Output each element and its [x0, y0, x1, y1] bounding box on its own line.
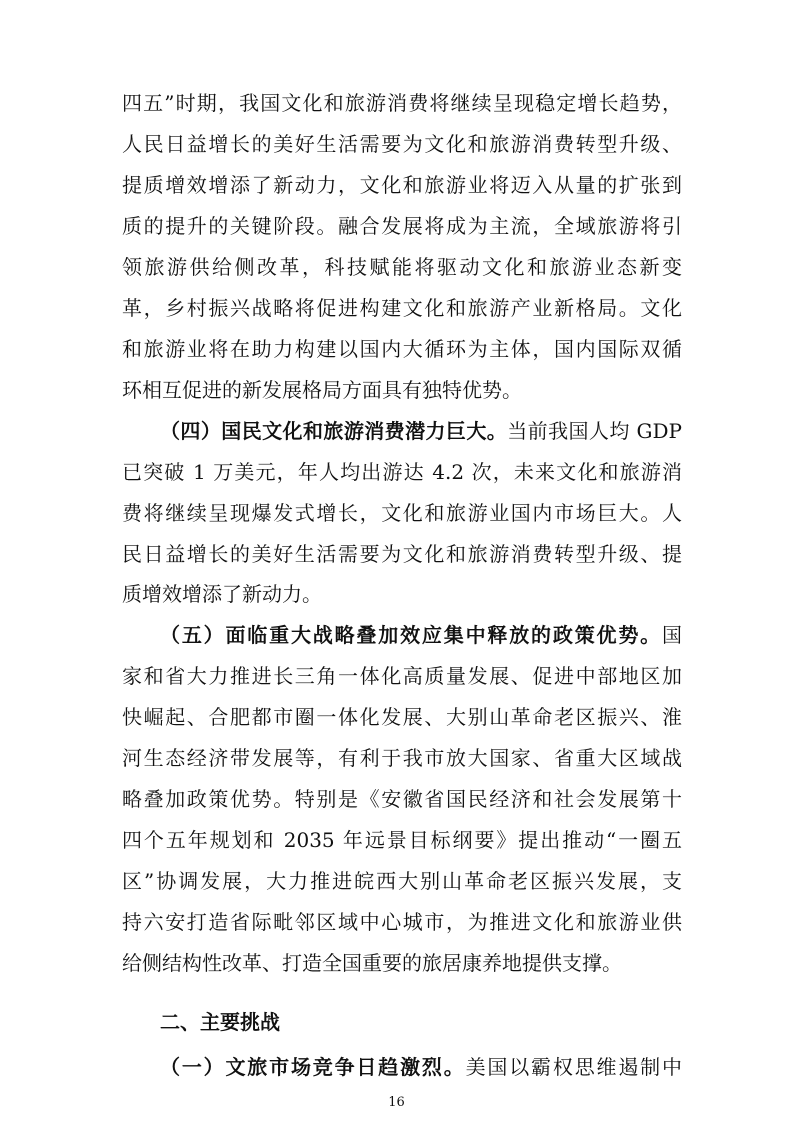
paragraph-first-line	[160, 620, 682, 650]
text-line: 给侧结构性改革、打造全国重要的旅居康养地提供支撑。	[122, 950, 622, 975]
text-line: 和旅游业将在助力构建以国内大循环为主体，国内国际双循	[122, 336, 682, 361]
text-line: 提质增效增添了新动力，文化和旅游业将迈入从量的扩张到	[122, 173, 682, 198]
paragraph-text: 国	[662, 623, 682, 648]
text-line: 四五”时期，我国文化和旅游消费将继续呈现稳定增长趋势，	[122, 91, 682, 116]
text-line: 质的提升的关键阶段。融合发展将成为主流，全域旅游将引	[122, 213, 682, 238]
text-line: 费将继续呈现爆发式增长，文化和旅游业国内市场巨大。人	[122, 500, 682, 525]
page-number: 16	[388, 1095, 405, 1110]
text-line: 河生态经济带发展等，有利于我市放大国家、省重大区域战	[122, 746, 682, 771]
paragraph-heading: （五）面临重大战略叠加效应集中释放的政策优势。	[160, 623, 662, 648]
text-line: 家和省大力推进长三角一体化高质量发展、促进中部地区加	[122, 664, 682, 689]
paragraph-text: 当前我国人均 GDP	[507, 418, 683, 443]
paragraph-heading: （四）国民文化和旅游消费潜力巨大。	[160, 418, 508, 443]
text-line: 已突破 1 万美元，年人均出游达 4.2 次，未来文化和旅游消	[122, 459, 682, 484]
paragraph-4-first-line	[160, 1052, 682, 1082]
text-line: 领旅游供给侧改革，科技赋能将驱动文化和旅游业态新变	[122, 254, 682, 279]
paragraph-text: 美国以霸权思维遏制中	[465, 1054, 683, 1079]
text-line: 略叠加政策优势。特别是《安徽省国民经济和社会发展第十	[122, 787, 682, 812]
text-line: 区”协调发展，大力推进皖西大别山革命老区振兴发展，支	[122, 869, 682, 894]
paragraph-first-line	[160, 416, 682, 446]
text-line: 质增效增添了新动力。	[122, 582, 322, 607]
text-line: 四个五年规划和 2035 年远景目标纲要》提出推动“一圈五	[122, 828, 682, 853]
text-line: 革，乡村振兴战略将促进构建文化和旅游产业新格局。文化	[122, 295, 682, 320]
text-line: 人民日益增长的美好生活需要为文化和旅游消费转型升级、	[122, 132, 682, 157]
text-line: 持六安打造省际毗邻区域中心城市，为推进文化和旅游业供	[122, 909, 682, 934]
text-line: 环相互促进的新发展格局方面具有独特优势。	[122, 377, 522, 402]
paragraph-heading: （一）文旅市场竞争日趋激烈。	[160, 1054, 466, 1079]
text-line: 民日益增长的美好生活需要为文化和旅游消费转型升级、提	[122, 541, 682, 566]
text-line: 快崛起、合肥都市圈一体化发展、大别山革命老区振兴、淮	[122, 705, 682, 730]
section-heading: 二、主要挑战	[160, 1010, 280, 1035]
